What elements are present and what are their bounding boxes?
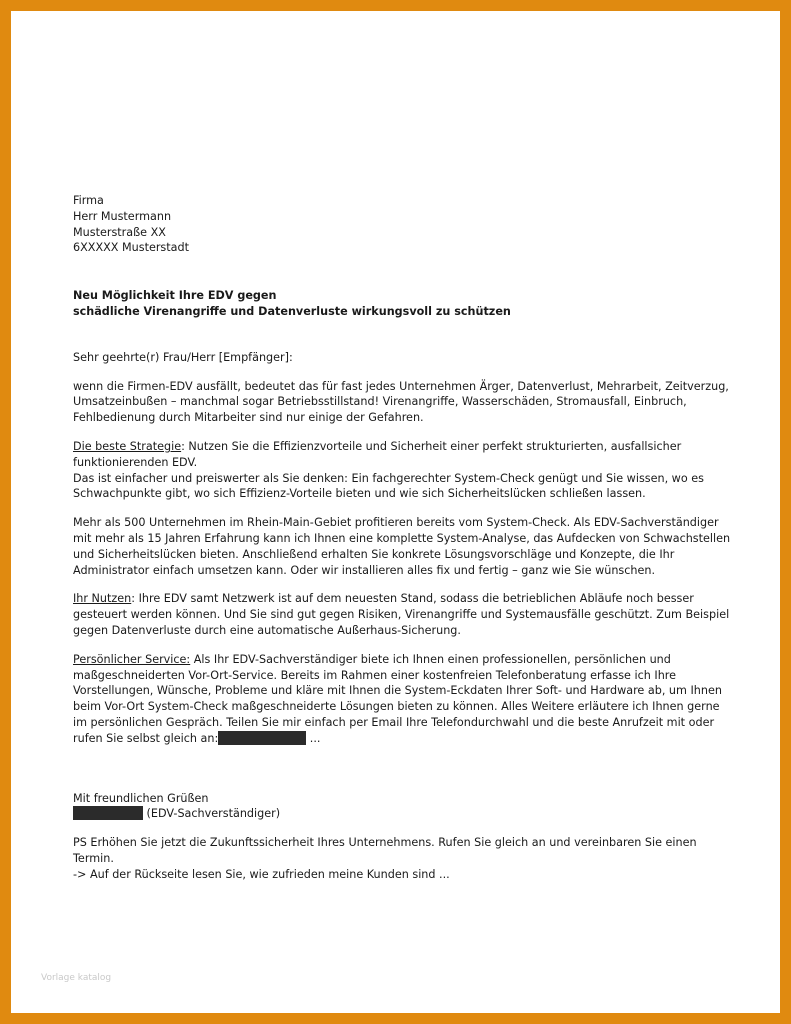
- service-paragraph: [73, 652, 733, 747]
- address-line-company: Firma: [73, 194, 104, 207]
- strategy-paragraph: [73, 439, 733, 502]
- strategy-text-2: Das ist einfacher und preiswerter als Sie denken: Ein fachgerechter System-Check genügt und Sie wissen, wo es Schwachpunkte gibt, wo sich Effizienz-Vorteile bieten und wie sich Sicherheitslücken schließen lassen.: [73, 471, 704, 501]
- benefit-heading: Ihr Nutzen: [73, 592, 132, 606]
- signature-title: (EDV-Sachverständiger): [143, 807, 281, 821]
- benefit-paragraph: [73, 591, 733, 638]
- letter-subject: [73, 288, 733, 320]
- ps-line-2: -> Auf der Rückseite lesen Sie, wie zufrieden meine Kunden sind ...: [73, 867, 450, 881]
- ps-line-1: PS Erhöhen Sie jetzt die Zukunftssicherheit Ihres Unternehmens. Rufen Sie gleich an und vereinbaren Sie einen Termin.: [73, 836, 697, 865]
- redacted-name: [73, 806, 143, 820]
- postscript: [73, 835, 733, 882]
- redacted-phone: [218, 731, 306, 745]
- recipient-address: [73, 193, 733, 256]
- strategy-text: : Nutzen Sie die Effizienzvorteile und Sicherheit einer perfekt strukturierten, ausfallsicher funktionierenden EDV.: [73, 439, 682, 469]
- intro-paragraph: wenn die Firmen-EDV ausfällt, bedeutet das für fast jedes Unternehmen Ärger, Datenverlust, Mehrarbeit, Zeitverzug, Umsatzeinbußen – manchmal sogar Betriebsstillstand! Virenangriffe, Wasserschäden, Stromausfall, Einbruch, Fehlbedienung durch Mitarbeiter sind nur einige der Gefahren.: [73, 379, 729, 425]
- address-line-city: 6XXXXX Musterstadt: [73, 241, 189, 255]
- benefit-text: : Ihre EDV samt Netzwerk ist auf dem neuesten Stand, sodass die betrieblichen Abläufe noch besser gesteuert werden können. Und Sie sind gut gegen Risiken, Virenangriffe und Systemausfälle geschützt. Zum Beispiel gegen Datenverluste durch eine automatische Außerhaus-Sicherung.: [73, 592, 730, 637]
- salutation: Sehr geehrte(r) Frau/Herr [Empfänger]:: [73, 350, 293, 364]
- signature-line: [73, 806, 733, 822]
- closing-greeting: Mit freundlichen Grüßen: [73, 791, 209, 805]
- strategy-heading: Die beste Strategie: [73, 439, 182, 453]
- service-text: Als Ihr EDV-Sachverständiger biete ich Ihnen einen professionellen, persönlichen und maßgeschneiderten Vor-Ort-Service. Bereits im Rahmen einer kostenfreien Telefonberatung erfasse ich Ihre Vorstellungen, Wünsche, Probleme und kläre mit Ihnen die System-Eckdaten Ihrer Soft- und Hardware ab, um Ihnen beim Vor-Ort System-Check maßgeschneiderte Lösungen bieten zu können. Alles Weitere erläutere ich Ihnen gerne im persönlichen Gespräch. Teilen Sie mir einfach per Email Ihre Telefondurchwahl und die beste Anrufzeit mit oder rufen Sie selbst gleich an:: [73, 652, 722, 745]
- service-heading: Persönlicher Service:: [73, 652, 191, 666]
- closing-block: [73, 791, 733, 823]
- letter-content: [73, 193, 733, 883]
- subject-line-2: schädliche Virenangriffe und Datenverluste wirkungsvoll zu schützen: [73, 304, 511, 318]
- address-line-street: Musterstraße XX: [73, 225, 166, 239]
- watermark: Vorlage katalog: [41, 973, 112, 983]
- address-line-name: Herr Mustermann: [73, 209, 172, 223]
- letter-page: [11, 11, 780, 1013]
- subject-line-1: Neu Möglichkeit Ihre EDV gegen: [73, 289, 277, 303]
- service-tail: ...: [306, 731, 321, 745]
- experience-paragraph: Mehr als 500 Unternehmen im Rhein-Main-Gebiet profitieren bereits vom System-Check. Als EDV-Sachverständiger mit mehr als 15 Jahren Erfahrung kann ich Ihnen eine komplette System-Analyse, das Aufdecken von Schwachstellen und Sicherheitslücken bieten. Anschließend erhalten Sie konkrete Lösungsvorschläge und Konzepte, die Ihr Administrator einfach umsetzen kann. Oder wir installieren alles fix und fertig – ganz wie Sie wünschen.: [73, 516, 731, 577]
